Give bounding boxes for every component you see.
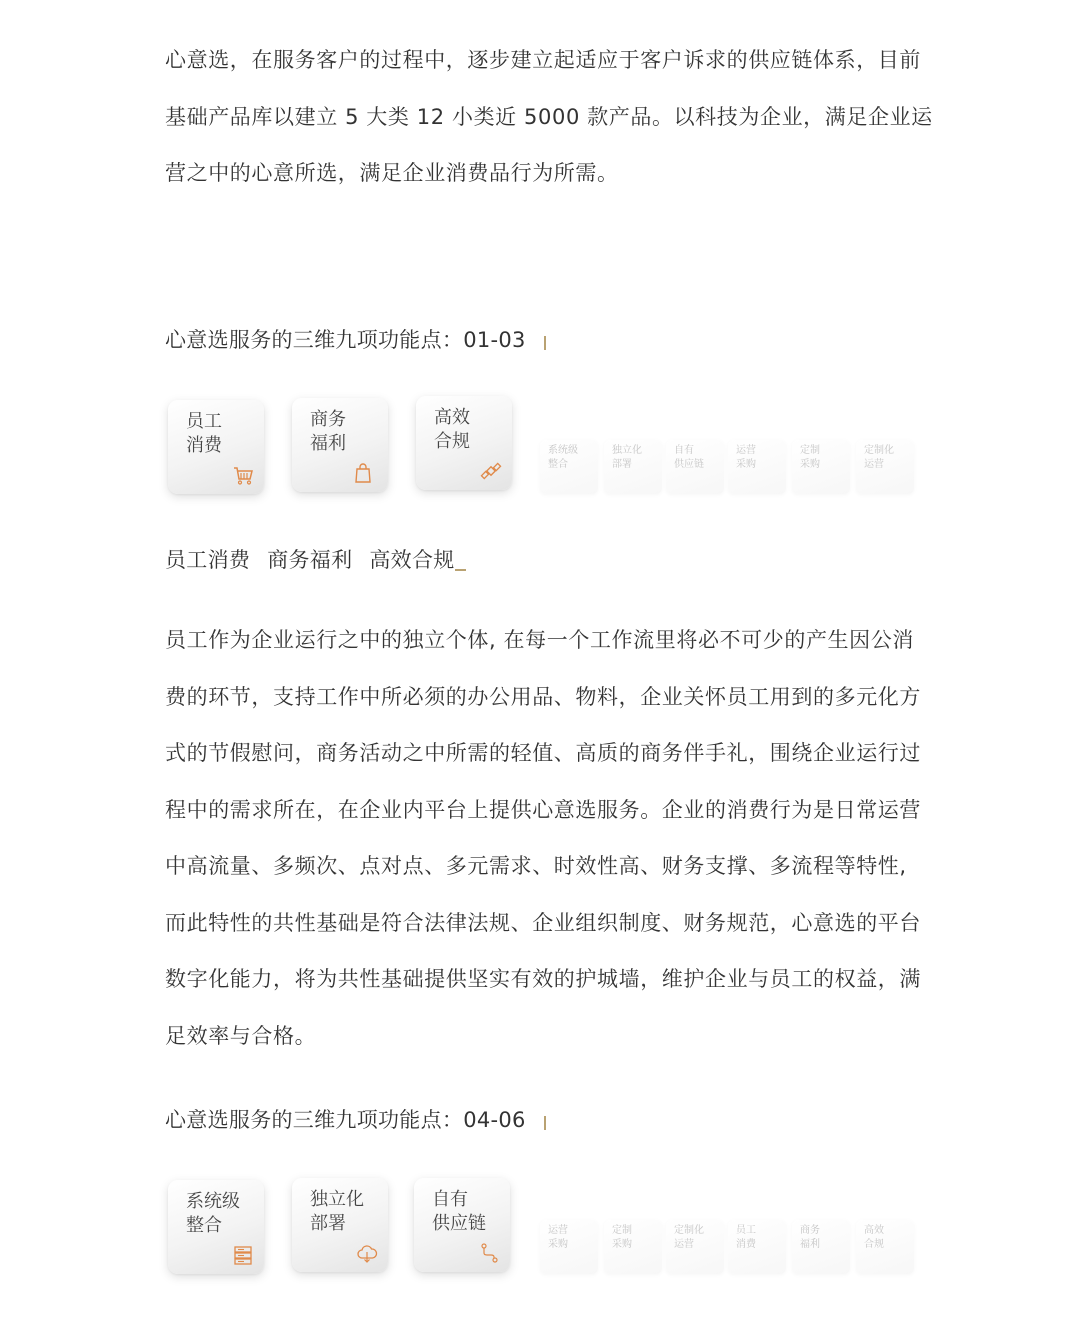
cloud-icon (356, 1242, 378, 1264)
feature-card-business-welfare[interactable] (292, 398, 388, 492)
tag-business-welfare: 商务福利 (267, 548, 353, 572)
text-cursor (455, 569, 466, 571)
feature-card-system-integration[interactable] (168, 1180, 264, 1274)
tag-employee-consumption: 员工消费 (165, 548, 251, 572)
section-2-heading-text: 心意选服务的三维九项功能点：04-06 (165, 1108, 526, 1132)
mini-card: 运营 采购 (728, 440, 786, 494)
section-1-heading-text: 心意选服务的三维九项功能点：01-03 (165, 328, 526, 352)
mini-card: 运营 采购 (540, 1220, 598, 1274)
card-label: 商务 福利 (310, 409, 346, 454)
intro-line: 心意选，在服务客户的过程中，逐步建立起适应于客户诉求的供应链体系，目前 (165, 48, 921, 72)
body-line: 而此特性的共性基础是符合法律法规、企业组织制度、财务规范，心意选的平台 (165, 910, 921, 935)
body-line: 足效率与合格。 (165, 1023, 317, 1048)
shopping-bag-icon (352, 462, 374, 484)
card-label: 员工 消费 (186, 411, 222, 456)
feature-tags (165, 544, 466, 574)
card-label: 自有 供应链 (432, 1189, 486, 1234)
feature-card-independent-deployment[interactable] (292, 1178, 388, 1272)
feature-card-employee-consumption[interactable] (168, 400, 264, 494)
heading-caret (544, 336, 546, 350)
server-icon (232, 1244, 254, 1266)
mini-card: 员工 消费 (728, 1220, 786, 1274)
card-label: 高效 合规 (434, 407, 470, 452)
body-line: 程中的需求所在，在企业内平台上提供心意选服务。企业的消费行为是日常运营 (165, 797, 921, 822)
intro-line: 基础产品库以建立 5 大类 12 小类近 5000 款产品。以科技为企业，满足企业运 (165, 104, 933, 129)
intro-line: 营之中的心意所选，满足企业消费品行为所需。 (165, 161, 619, 185)
mini-card: 独立化 部署 (604, 440, 662, 494)
section-1-heading (165, 324, 546, 354)
mini-card: 定制 采购 (792, 440, 850, 494)
body-line: 费的环节，支持工作中所必须的办公用品、物料，企业关怀员工用到的多元化方 (165, 684, 921, 709)
mini-card: 高效 合规 (856, 1220, 914, 1274)
body-paragraph (165, 612, 925, 1064)
section-2-heading (165, 1104, 546, 1134)
mini-card: 定制 采购 (604, 1220, 662, 1274)
feature-card-efficient-compliance[interactable] (416, 396, 512, 490)
satellite-icon (480, 460, 502, 482)
mini-card: 定制化 运营 (856, 440, 914, 494)
body-line: 中高流量、多频次、点对点、多元需求、时效性高、财务支撑、多流程等特性, (165, 854, 907, 878)
card-label: 系统级 整合 (186, 1191, 240, 1236)
mini-card: 自有 供应链 (666, 440, 724, 494)
body-line: 式的节假慰问，商务活动之中所需的轻值、高质的商务伴手礼，围绕企业运行过 (165, 741, 921, 765)
heading-caret (544, 1116, 546, 1130)
mini-card: 定制化 运营 (666, 1220, 724, 1274)
mini-card: 商务 福利 (792, 1220, 850, 1274)
intro-paragraph (165, 32, 933, 202)
tag-efficient-compliance: 高效合规 (369, 548, 455, 572)
card-label: 独立化 部署 (310, 1189, 364, 1234)
feature-card-own-supply-chain[interactable] (414, 1178, 510, 1272)
body-line: 数字化能力，将为共性基础提供坚实有效的护城墙，维护企业与员工的权益，满 (165, 967, 921, 991)
route-icon (478, 1242, 500, 1264)
shopping-cart-icon (232, 464, 254, 486)
mini-card: 系统级 整合 (540, 440, 598, 494)
body-line: 员工作为企业运行之中的独立个体, 在每一个工作流里将必不可少的产生因公消 (165, 628, 914, 652)
